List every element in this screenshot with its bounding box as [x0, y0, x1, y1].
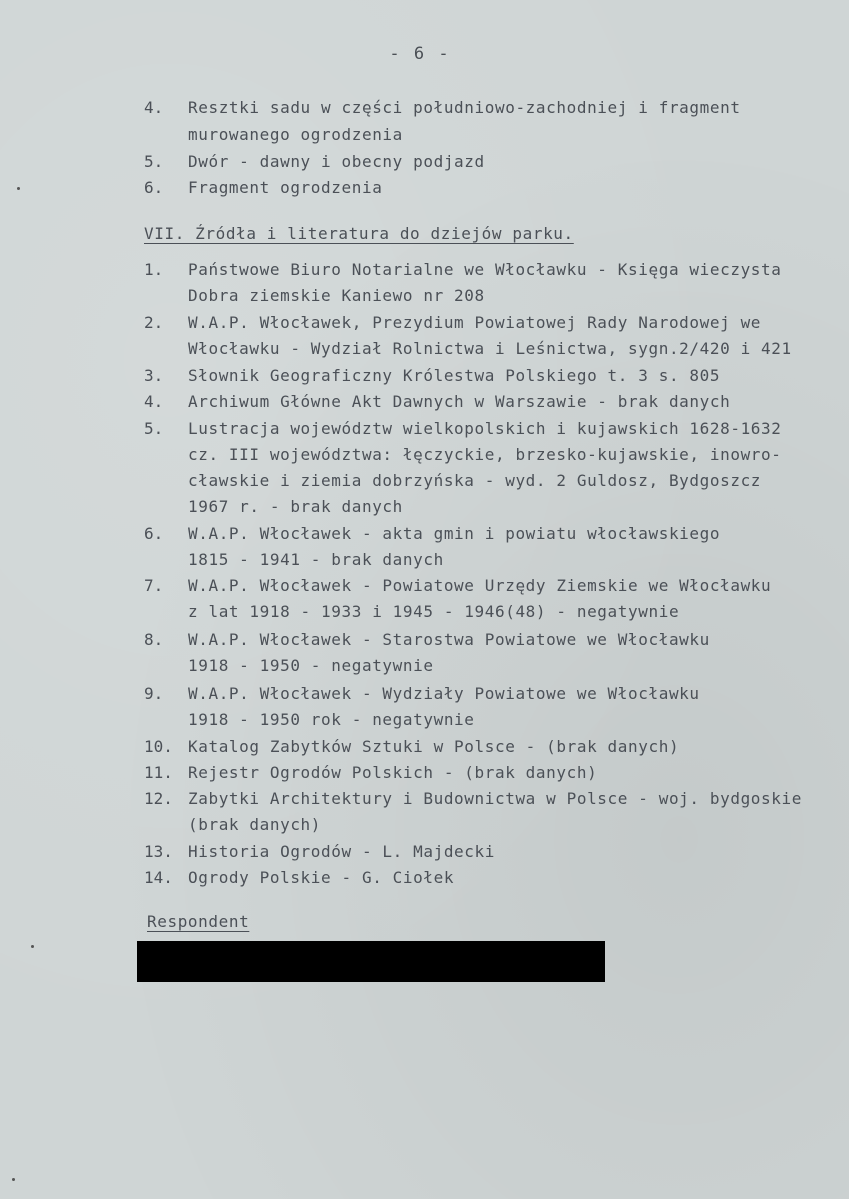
list-item-number: 12.: [144, 789, 173, 808]
list-item-text: Archiwum Główne Akt Dawnych w Warszawie - brak danych: [188, 392, 731, 411]
list-item-text: 1918 - 1950 - negatywnie: [188, 656, 434, 675]
list-item-text: Zabytki Architektury i Budownictwa w Polsce - woj. bydgoskie: [188, 789, 802, 808]
list-item-text: W.A.P. Włocławek, Prezydium Powiatowej Rady Narodowej we: [188, 313, 762, 332]
list-item-text: Fragment ogrodzenia: [188, 178, 383, 197]
list-item-number: 4.: [144, 98, 164, 117]
list-item-text: W.A.P. Włocławek - akta gmin i powiatu włocławskiego: [188, 524, 721, 543]
list-item-number: 8.: [144, 630, 164, 649]
list-item-number: 6.: [144, 524, 164, 543]
list-item-number: 6.: [144, 178, 164, 197]
list-item-text: W.A.P. Włocławek - Starostwa Powiatowe we Włocławku: [188, 630, 710, 649]
list-item-number: 14.: [144, 868, 173, 887]
list-item-text: Ogrody Polskie - G. Ciołek: [188, 868, 455, 887]
list-item-text: Słownik Geograficzny Królestwa Polskiego t. 3 s. 805: [188, 366, 721, 385]
list-item-text: Resztki sadu w części południowo-zachodniej i fragment: [188, 98, 741, 117]
list-item-text: Dobra ziemskie Kaniewo nr 208: [188, 286, 485, 305]
list-item-number: 2.: [144, 313, 164, 332]
respondent-label: Respondent: [147, 912, 250, 931]
list-item-number: 1.: [144, 260, 164, 279]
list-item-text: cz. III województwa: łęczyckie, brzesko-kujawskie, inowro-: [188, 445, 782, 464]
list-item-text: W.A.P. Włocławek - Wydziały Powiatowe we Włocławku: [188, 684, 700, 703]
redaction-bar: [137, 941, 605, 982]
list-item-text: Państwowe Biuro Notarialne we Włocławku - Księga wieczysta: [188, 260, 782, 279]
list-item-number: 3.: [144, 366, 164, 385]
list-item-text: Rejestr Ogrodów Polskich - (brak danych): [188, 763, 598, 782]
list-item-number: 13.: [144, 842, 173, 861]
section-heading: VII. Źródła i literatura do dziejów parku.: [144, 224, 574, 243]
list-item-text: 1967 r. - brak danych: [188, 497, 403, 516]
list-item-number: 5.: [144, 152, 164, 171]
list-item-text: Lustracja województw wielkopolskich i kujawskich 1628-1632: [188, 419, 782, 438]
list-item-number: 9.: [144, 684, 164, 703]
list-item-text: z lat 1918 - 1933 i 1945 - 1946(48) - negatywnie: [188, 602, 680, 621]
list-item-text: cławskie i ziemia dobrzyńska - wyd. 2 Guldosz, Bydgoszcz: [188, 471, 762, 490]
list-item-number: 10.: [144, 737, 173, 756]
list-item-text: Katalog Zabytków Sztuki w Polsce - (brak danych): [188, 737, 680, 756]
list-item-text: Historia Ogrodów - L. Majdecki: [188, 842, 495, 861]
scan-speck: [31, 945, 34, 948]
scan-speck: [17, 187, 20, 190]
list-item-text: W.A.P. Włocławek - Powiatowe Urzędy Ziemskie we Włocławku: [188, 576, 772, 595]
list-item-text: Włocławku - Wydział Rolnictwa i Leśnictwa, sygn.2/420 i 421: [188, 339, 792, 358]
list-item-number: 11.: [144, 763, 173, 782]
list-item-text: 1815 - 1941 - brak danych: [188, 550, 444, 569]
scan-speck: [12, 1178, 15, 1181]
page-number: - 6 -: [389, 44, 451, 64]
list-item-text: murowanego ogrodzenia: [188, 125, 403, 144]
list-item-text: Dwór - dawny i obecny podjazd: [188, 152, 485, 171]
list-item-number: 5.: [144, 419, 164, 438]
list-item-number: 7.: [144, 576, 164, 595]
list-item-text: (brak danych): [188, 815, 322, 834]
list-item-text: 1918 - 1950 rok - negatywnie: [188, 710, 475, 729]
list-item-number: 4.: [144, 392, 164, 411]
